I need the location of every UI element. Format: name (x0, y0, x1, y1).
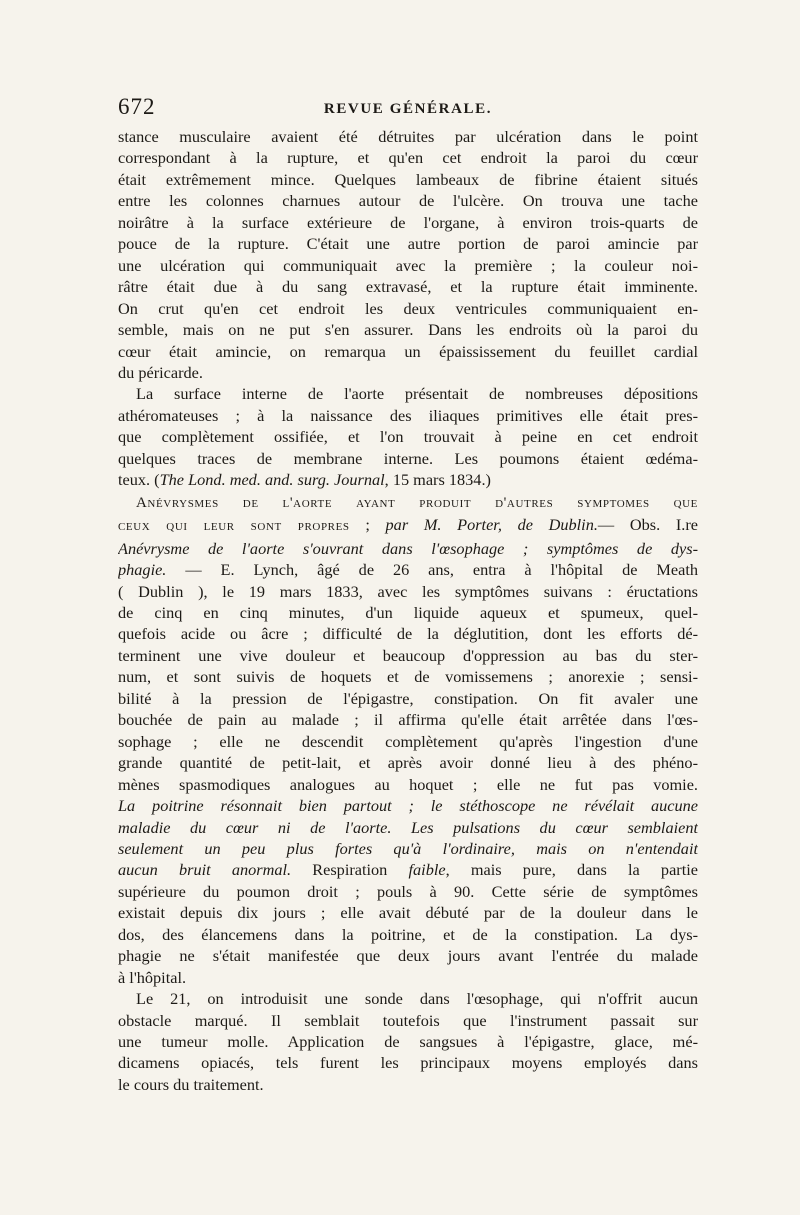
text-line (118, 491, 698, 514)
italic-text: Anévrysme de l'aorte s'ouvrant dans l'œsophage ; symptômes de dys- (118, 538, 698, 558)
text-run: quelques traces de membrane interne. Les poumons étaient œdéma- (118, 448, 698, 468)
text-run: bilité à la pression de l'épigastre, constipation. On fit avaler une (118, 688, 698, 708)
text-line (118, 341, 698, 362)
text-line (118, 817, 698, 838)
text-line (118, 514, 698, 537)
small-caps-heading: Anévrysmes de l'aorte ayant produit d'autres symptomes que (136, 494, 698, 511)
text-run: du péricarde. (118, 362, 203, 382)
text-line (118, 731, 698, 752)
text-run: semble, mais on ne put s'en assurer. Dans les endroits où la paroi du (118, 320, 698, 340)
text-line (118, 1031, 698, 1052)
text-run: phagie ne s'était manifestée que deux jours avant l'entrée du malade (118, 946, 698, 966)
text-run: sophage ; elle ne descendit complètement qu'après l'ingestion d'une (118, 731, 698, 751)
text-line (118, 945, 698, 966)
text-run: noirâtre à la surface extérieure de l'organe, à environ trois-quarts de (118, 212, 698, 232)
text-run: mènes spasmodiques analogues au hoquet ; elle ne fut pas vomie. (118, 774, 698, 794)
text-line (118, 448, 698, 469)
small-caps-heading: ceux qui leur sont propres (118, 518, 350, 535)
book-page (118, 92, 698, 1095)
text-run: num, et sont suivis de hoquets et de vomissemens ; anorexie ; sensi- (118, 667, 698, 687)
text-line (118, 126, 698, 147)
text-run: stance musculaire avaient été détruites par ulcération dans le point (118, 127, 698, 146)
text-line (118, 902, 698, 923)
text-line (118, 688, 698, 709)
text-run: que complètement ossifiée, et l'on trouvait à peine en cet endroit (118, 427, 698, 447)
text-line (118, 319, 698, 340)
text-line (118, 752, 698, 773)
text-run: , 15 mars 1834.) (384, 470, 491, 490)
text-run: , mais pure, dans la partie (445, 860, 698, 880)
italic-text: par M. Porter, de Dublin. (385, 515, 598, 535)
text-line (118, 709, 698, 730)
italic-text: maladie du cœur ni de l'aorte. Les pulsations du cœur semblaient (118, 817, 698, 837)
text-run: La surface interne de l'aorte présentait de nombreuses dépositions (136, 384, 698, 404)
text-run: pouce de la rupture. C'était une autre portion de paroi amincie par (118, 234, 698, 254)
text-run: une tumeur molle. Application de sangsues à l'épigastre, glace, mé- (118, 1032, 698, 1052)
text-run: dicamens opiacés, tels furent les principaux moyens employés dans (118, 1053, 698, 1073)
text-line (118, 255, 698, 276)
running-head (118, 92, 698, 126)
text-run: teux. ( (118, 470, 160, 490)
text-run: — Obs. I.re (597, 515, 698, 535)
page-number: 672 (118, 94, 156, 119)
running-title: REVUE GÉNÉRALE. (323, 101, 493, 117)
text-line (118, 967, 698, 988)
text-run: bouchée de pain au malade ; il affirma qu'elle était arrêtée dans l'œs- (118, 710, 698, 730)
text-line (118, 190, 698, 211)
text-run: obstacle marqué. Il semblait toutefois que l'instrument passait sur (118, 1010, 698, 1030)
text-line (118, 538, 698, 559)
italic-text: faible (408, 860, 446, 880)
italic-text: phagie. (118, 560, 167, 580)
text-line (118, 602, 698, 623)
text-line (118, 1052, 698, 1073)
text-run: existait depuis dix jours ; elle avait débuté par de la douleur dans le (118, 903, 698, 923)
text-line (118, 623, 698, 644)
text-line (118, 881, 698, 902)
text-run: Le 21, on introduisit une sonde dans l'œsophage, qui n'offrit aucun (136, 989, 698, 1009)
text-line (118, 559, 698, 580)
text-run: dos, des élancemens dans la poitrine, et de la constipation. La dys- (118, 924, 698, 944)
text-line (118, 276, 698, 297)
italic-text: aucun bruit anormal. (118, 860, 292, 880)
italic-text: seulement un peu plus fortes qu'à l'ordinaire, mais on n'entendait (118, 838, 698, 858)
text-line (118, 383, 698, 404)
text-line (118, 666, 698, 687)
text-line (118, 838, 698, 859)
text-line (118, 298, 698, 319)
text-line (118, 233, 698, 254)
text-line (118, 795, 698, 816)
italic-text: La poitrine résonnait bien partout ; le stéthoscope ne révélait aucune (118, 796, 698, 816)
text-run: ; (349, 515, 386, 535)
text-run: grande quantité de petit-lait, et après avoir donné lieu à des phéno- (118, 753, 698, 773)
text-line (118, 774, 698, 795)
text-run: quefois acide ou âcre ; difficulté de la déglutition, dont les efforts dé- (118, 624, 698, 644)
text-line (118, 469, 698, 490)
text-run: râtre était due à du sang extravasé, et la rupture était imminente. (118, 277, 698, 297)
text-line (118, 426, 698, 447)
text-run: était extrêmement mince. Quelques lambeaux de fibrine étaient situés (118, 169, 698, 189)
text-line (118, 924, 698, 945)
text-run: correspondant à la rupture, et qu'en cet endroit la paroi du cœur (118, 148, 698, 168)
text-line (118, 581, 698, 602)
text-line (118, 1074, 698, 1095)
text-run: On crut qu'en cet endroit les deux ventricules communiquaient en- (118, 298, 698, 318)
text-line (118, 859, 698, 880)
text-run: le cours du traitement. (118, 1074, 264, 1094)
text-run: terminent une vive douleur et beaucoup d'oppression au bas du ster- (118, 645, 698, 665)
text-run: ( Dublin ), le 19 mars 1833, avec les symptômes suivans : éructations (118, 581, 698, 601)
italic-text: The Lond. med. and. surg. Journal (159, 470, 385, 490)
text-line (118, 169, 698, 190)
text-line (118, 645, 698, 666)
text-run: athéromateuses ; à la naissance des iliaques primitives elle était pres- (118, 405, 698, 425)
body-text (118, 126, 698, 1095)
text-line (118, 212, 698, 233)
text-run: à l'hôpital. (118, 967, 187, 987)
text-run: cœur était amincie, on remarqua un épaississement du feuillet cardial (118, 341, 698, 361)
text-run: de cinq en cinq minutes, d'un liquide aqueux et spumeux, quel- (118, 602, 698, 622)
text-run: entre les colonnes charnues autour de l'ulcère. On trouva une tache (118, 191, 698, 211)
text-line (118, 405, 698, 426)
text-run: — E. Lynch, âgé de 26 ans, entra à l'hôpital de Meath (166, 560, 698, 580)
text-line (118, 147, 698, 168)
text-line (118, 1010, 698, 1031)
text-run: Respiration (291, 860, 409, 880)
text-line (118, 362, 698, 383)
text-run: une ulcération qui communiquait avec la première ; la couleur noi- (118, 255, 698, 275)
text-line (118, 988, 698, 1009)
text-run: supérieure du poumon droit ; pouls à 90. Cette série de symptômes (118, 881, 698, 901)
